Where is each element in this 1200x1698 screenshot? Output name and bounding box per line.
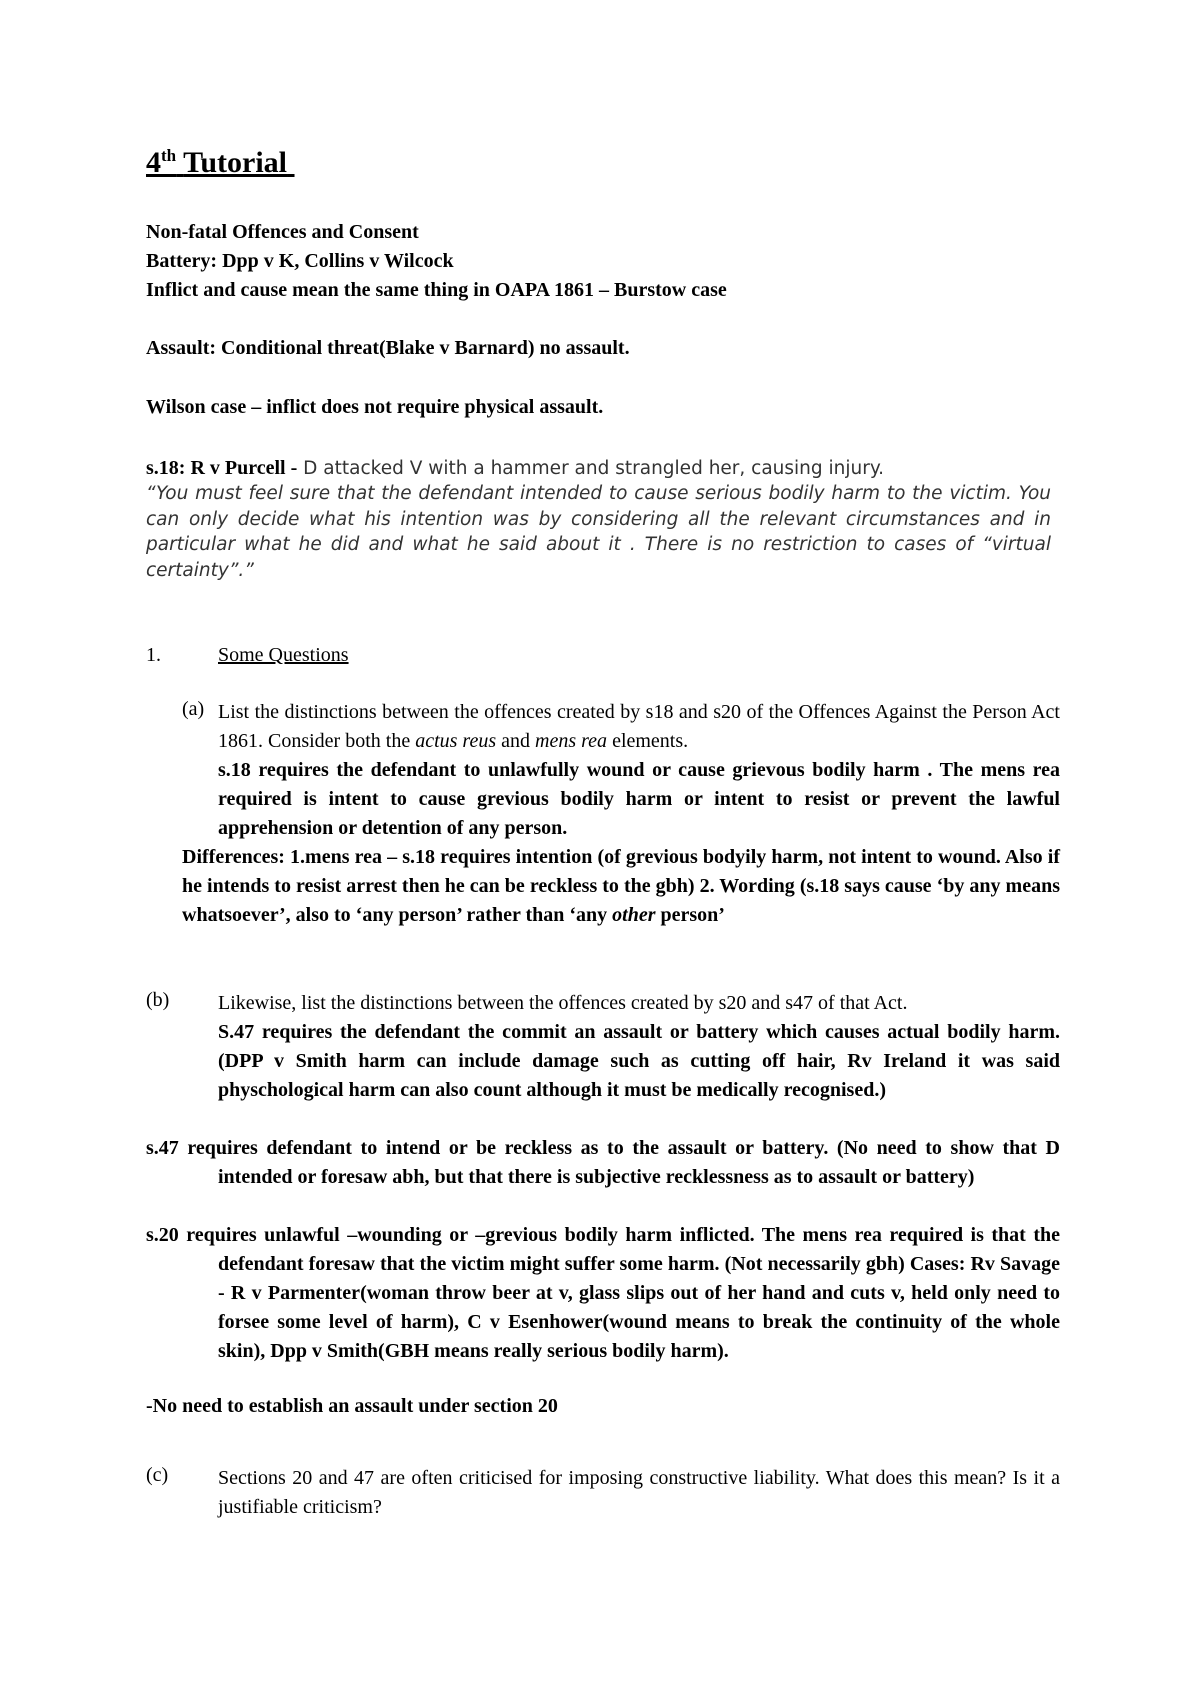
heading-battery: Battery: Dpp v K, Collins v Wilcock	[146, 250, 454, 272]
question-a-label: (a)	[182, 698, 205, 720]
purcell-quote: “You must feel sure that the defendant intended to cause serious bodily harm to the victim. You can only decide what his intention was by considering all the relevant circumstances and in particular what he did and what he said about it . There is no restriction to cases of “virtual certainty”.”	[146, 483, 1051, 581]
question-b-text: Likewise, list the distinctions between the offences created by s20 and s47 of that Act. S.47 requires the defendant the commit an assault or battery which causes actual bodily harm. (DPP v Smith harm can include damage such as cutting off hair, Rv Ireland it was said physchological harm can also count although it must be medically recognised.)	[218, 992, 1060, 1101]
heading-inflict-cause: Inflict and cause mean the same thing in OAPA 1861 – Burstow case	[146, 279, 727, 301]
title-superscript: th	[161, 146, 177, 165]
s20-explanation: s.20 requires unlawful –wounding or –grevious bodily harm inflicted. The mens rea required is that the defendant foresaw that the victim might suffer some harm. (Not necessarily gbh) Cases: Rv Savage - R v Parmenter(woman throw beer at v, glass slips out of her hand and cuts v, held only need to forsee some level of harm), C v Esenhower(wound means to break the continuity of the whole skin), Dpp v Smith(GBH means really serious bodily harm).	[146, 1224, 1060, 1362]
purcell-label: s.18: R v Purcell -	[146, 457, 298, 479]
purcell-case-line	[146, 457, 884, 480]
questions-heading: Some Questions	[218, 644, 349, 666]
actus-reus-term: actus reus	[415, 730, 497, 752]
question-a-answer: s.18 requires the defendant to unlawfully wound or cause grievous bodily harm . The mens rea required is intent to cause grevious bodily harm or intent to resist or prevent the lawful apprehension or detention of any person.	[218, 759, 1060, 839]
heading-assault: Assault: Conditional threat(Blake v Barnard) no assault.	[146, 337, 630, 359]
question-c-label: (c)	[146, 1464, 169, 1486]
mens-rea-term: mens rea	[535, 730, 608, 752]
question-c-text: Sections 20 and 47 are often criticised for imposing constructive liability. What does this mean? Is it a justifiable criticism?	[218, 1467, 1060, 1518]
heading-topic: Non-fatal Offences and Consent	[146, 221, 419, 243]
heading-wilson: Wilson case – inflict does not require physical assault.	[146, 396, 604, 418]
question-a-differences: Differences: 1.mens rea – s.18 requires intention (of grevious bodyily harm, not intent to wound. Also if he intends to resist arrest then he can be reckless to the gbh) 2. Wording (s.18 says cause ‘by any means whatsoever’, also to ‘any person’ rather than ‘any other person’	[182, 846, 1060, 926]
title-word: Tutorial	[183, 146, 288, 179]
question-a-text: List the distinctions between the offences created by s18 and s20 of the Offences Against the Person Act 1861. Consider both the actus reus and mens rea elements.	[218, 701, 1060, 752]
page-title	[146, 146, 295, 180]
title-number: 4	[146, 146, 161, 179]
purcell-text: D attacked V with a hammer and strangled her, causing injury.	[297, 458, 885, 479]
other-term: other	[612, 904, 656, 926]
questions-number: 1.	[146, 644, 161, 666]
question-b-answer: S.47 requires the defendant the commit an assault or battery which causes actual bodily harm. (DPP v Smith harm can include damage such as cutting off hair, Rv Ireland it was said physchological harm can also count although it must be medically recognised.)	[218, 1021, 1060, 1101]
s47-explanation: s.47 requires defendant to intend or be reckless as to the assault or battery. (No need to show that D intended or foresaw abh, but that there is subjective recklessness as to assault or battery)	[146, 1137, 1060, 1188]
no-assault-note: -No need to establish an assault under section 20	[146, 1395, 558, 1417]
question-b-label: (b)	[146, 989, 170, 1011]
